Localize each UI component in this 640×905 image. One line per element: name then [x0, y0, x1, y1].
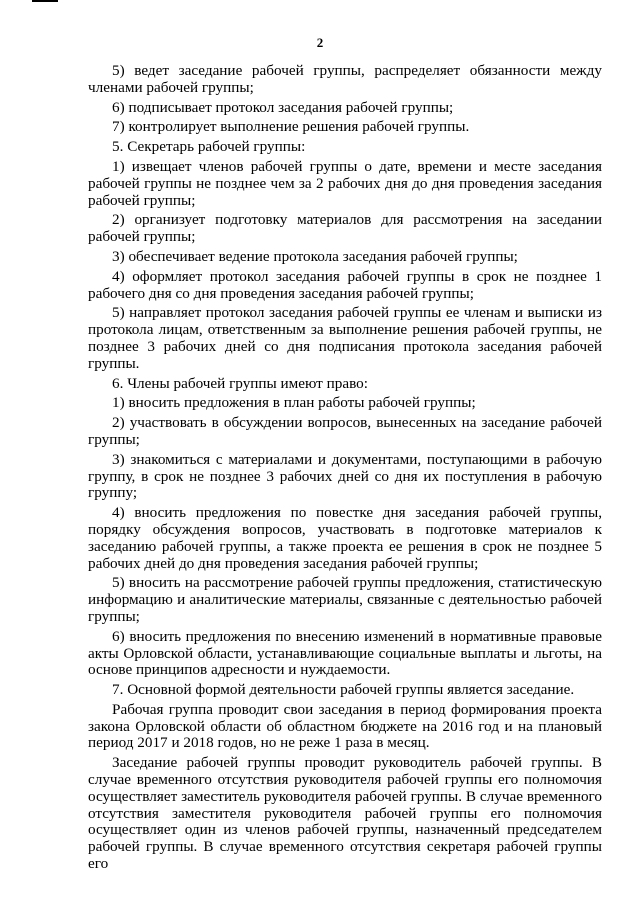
paragraph: 6. Члены рабочей группы имеют право: — [112, 374, 368, 392]
paragraph: 7) контролирует выполнение решения рабочей группы. — [112, 118, 470, 136]
page-number: 2 — [316, 35, 324, 50]
paragraph: 7. Основной формой деятельности рабочей группы является заседание. — [112, 681, 575, 699]
document-body — [88, 63, 602, 876]
paragraph: 5) вносить на рассмотрение рабочей группы предложения, статистическую информацию и аналитические материалы, связанные с деятельностью рабочей группы; — [88, 574, 602, 625]
paragraph: 6) подписывает протокол заседания рабочей группы; — [112, 98, 454, 116]
paragraph: 4) оформляет протокол заседания рабочей группы в срок не позднее 1 рабочего дня со дня проведения заседания рабочей группы; — [88, 267, 602, 302]
paragraph: 4) вносить предложения по повестке дня заседания рабочей группы, порядку обсуждения вопросов, участвовать в подготовке материалов к заседанию рабочей группы, а также проекта ее решения в срок не позднее 5 рабочих дней до дня проведения заседания рабочей группы; — [88, 504, 602, 572]
paragraph: Заседание рабочей группы проводит руководитель рабочей группы. В случае временного отсутствия руководителя рабочей группы его полномочия осуществляет заместитель руководителя рабочей группы. В случае временного отсутствия заместителя руководителя рабочей группы его полномочия осуществляет один из членов рабочей группы, назначенный председателем рабочей группы. В случае временного отсутствия секретаря рабочей группы его — [88, 754, 602, 873]
paragraph: 5) направляет протокол заседания рабочей группы ее членам и выписки из протокола лицам, ответственным за выполнение решения рабочей группы, не позднее 3 рабочих дней со дня подписания протокола заседания рабочей группы. — [88, 304, 602, 372]
paragraph: 5. Секретарь рабочей группы: — [112, 138, 306, 156]
paragraph: Рабочая группа проводит свои заседания в период формирования проекта закона Орловской области об областном бюджете на 2016 год и на плановый период 2017 и 2018 годов, но не реже 1 раза в месяц. — [88, 700, 602, 752]
paragraph: 5) ведет заседание рабочей группы, распределяет обязанности между членами рабочей группы; — [88, 62, 602, 96]
paragraph: 2) организует подготовку материалов для рассмотрения на заседании рабочей группы; — [88, 211, 602, 246]
paragraph: 1) вносить предложения в план работы рабочей группы; — [112, 394, 476, 412]
paragraph: 1) извещает членов рабочей группы о дате, времени и месте заседания рабочей группы не позднее чем за 2 рабочих дня до дня проведения заседания рабочей группы; — [88, 157, 602, 209]
paragraph: 3) знакомиться с материалами и документами, поступающими в рабочую группу, в срок не позднее 3 рабочих дней со дня их поступления в рабочую группу; — [88, 450, 602, 502]
scan-edge-mark — [32, 0, 58, 2]
paragraph: 3) обеспечивает ведение протокола заседания рабочей группы; — [112, 247, 518, 265]
paragraph: 6) вносить предложения по внесению изменений в нормативные правовые акты Орловской области, устанавливающие социальные выплаты и льготы, на основе принципов адресности и нуждаемости. — [88, 627, 602, 679]
paragraph: 2) участвовать в обсуждении вопросов, вынесенных на заседание рабочей группы; — [88, 414, 602, 448]
